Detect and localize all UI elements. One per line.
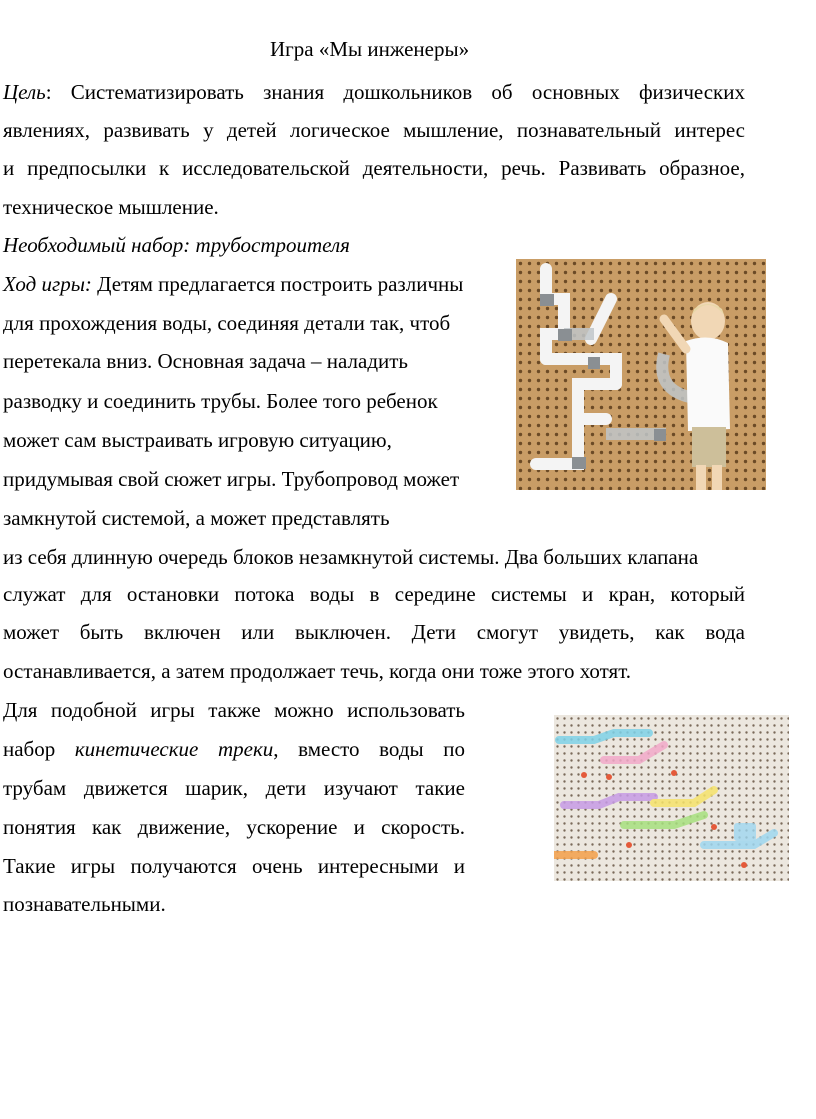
page-title: Игра «Мы инженеры» (270, 37, 470, 61)
tracks-line-4: понятия как движение, ускорение и скорость. (3, 815, 465, 839)
tracks-line-2: набор кинетические треки, вместо воды по (3, 737, 465, 761)
gameplay-line-3: перетекала вниз. Основная задача – наладить (3, 349, 408, 373)
gameplay-line-4: разводку и соединить трубы. Более того ребенок (3, 389, 438, 413)
gameplay-line-8: из себя длинную очередь блоков незамкнутой системы. Два больших клапана (3, 545, 699, 569)
kinetic-tracks-photo (554, 715, 789, 881)
gameplay-line-6: придумывая свой сюжет игры. Трубопровод может (3, 467, 460, 491)
gameplay-label: Ход игры: (3, 272, 92, 296)
goal-line-4: техническое мышление. (3, 195, 219, 219)
goal-line-2: явлениях, развивать у детей логическое мышление, познавательный интерес (3, 118, 745, 142)
gameplay-line-1: Ход игры: Детям предлагается построить различны (3, 272, 464, 296)
gameplay-line-11: останавливается, а затем продолжает течь, когда они тоже этого хотят. (3, 659, 632, 683)
gameplay-line-7: замкнутой системой, а может представлять (3, 506, 390, 530)
tracks-line-6: познавательными. (3, 892, 166, 916)
goal-line-3: и предпосылки к исследовательской деятельности, речь. Развивать образное, (3, 156, 745, 180)
pipe-builder-photo (516, 259, 766, 490)
kit-line: Необходимый набор: трубостроителя (3, 233, 350, 257)
gameplay-line-9: служат для остановки потока воды в середине системы и кран, который (3, 582, 745, 606)
gameplay-line-5: может сам выстраивать игровую ситуацию, (3, 428, 392, 452)
tracks-line-3: трубам движется шарик, дети изучают такие (3, 776, 465, 800)
goal-label: Цель (3, 80, 46, 104)
tracks-line-1: Для подобной игры также можно использовать (3, 698, 465, 722)
tracks-line-5: Такие игры получаются очень интересными и (3, 854, 465, 878)
gameplay-line-10: может быть включен или выключен. Дети смогут увидеть, как вода (3, 620, 745, 644)
goal-line-1: Цель: Систематизировать знания дошкольников об основных физических (3, 80, 745, 104)
gameplay-line-2: для прохождения воды, соединяя детали так, чтоб (3, 311, 451, 335)
